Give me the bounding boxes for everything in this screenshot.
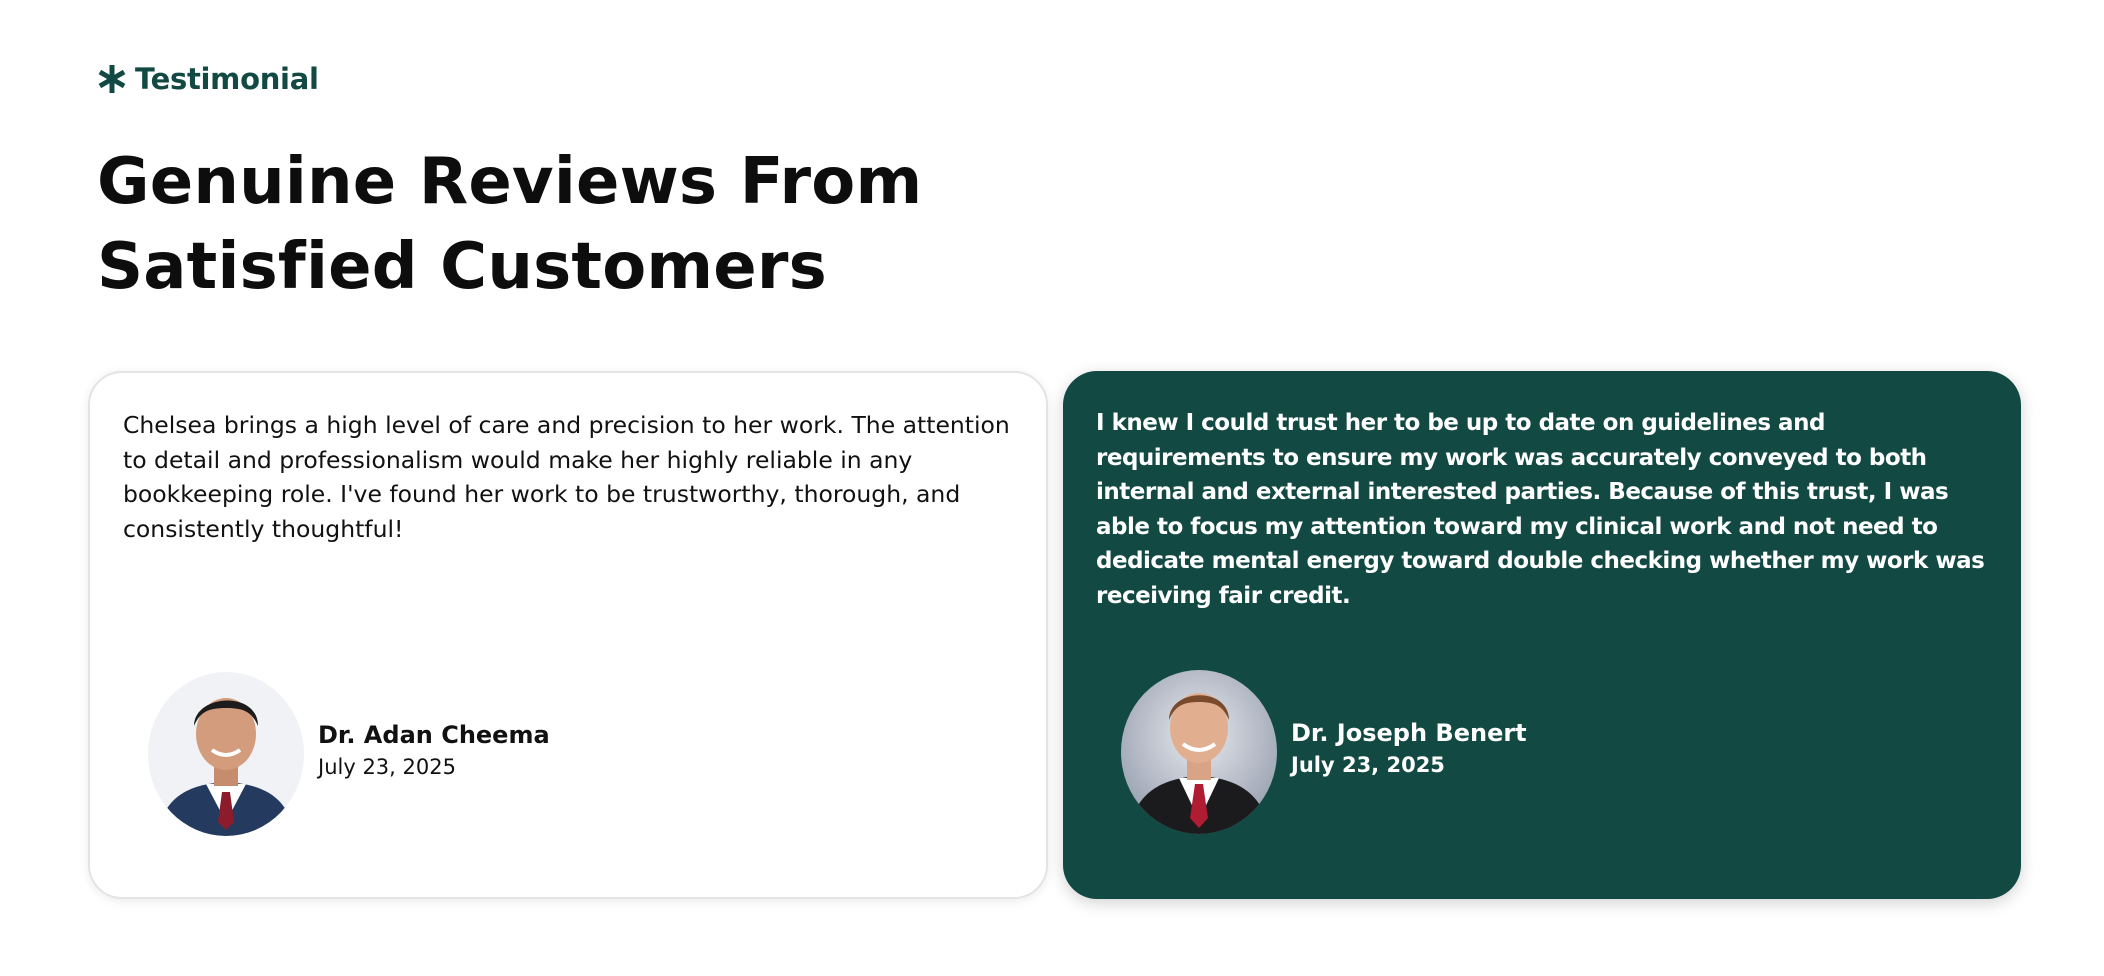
avatar: [1121, 670, 1277, 834]
eyebrow-label: Testimonial: [135, 62, 319, 96]
author-meta: [1291, 717, 1527, 781]
avatar-photo: [148, 672, 304, 836]
avatar: [148, 672, 304, 836]
title-line-2: Satisfied Customers: [97, 230, 827, 304]
review-date: July 23, 2025: [318, 755, 456, 779]
testimonial-quote: Chelsea brings a high level of care and precision to her work. The attention to detail and professionalism would make her highly reliable in any bookkeeping role. I've found her work to be trustworthy, thorough, and consistently thoughtful!: [123, 411, 1010, 543]
author-meta: [318, 719, 550, 783]
testimonial-card: [1063, 371, 2021, 899]
author-name: Dr. Adan Cheema: [318, 721, 550, 749]
section-eyebrow: [97, 62, 319, 96]
testimonial-author: [148, 672, 550, 836]
review-date: July 23, 2025: [1291, 753, 1445, 777]
testimonial-card: [88, 371, 1048, 899]
testimonial-quote: I knew I could trust her to be up to date on guidelines and requirements to ensure my work was accurately conveyed to both internal and external interested parties. Because of this trust, I was able to focus my attention toward my clinical work and not need to dedicate mental energy toward double checking whether my work was receiving fair credit.: [1096, 410, 1985, 609]
author-name: Dr. Joseph Benert: [1291, 719, 1527, 747]
avatar-photo: [1121, 670, 1277, 834]
testimonial-author: [1121, 670, 1527, 834]
title-line-1: Genuine Reviews From: [97, 145, 923, 219]
page-title: [97, 140, 997, 310]
asterisk-icon: [97, 64, 127, 94]
